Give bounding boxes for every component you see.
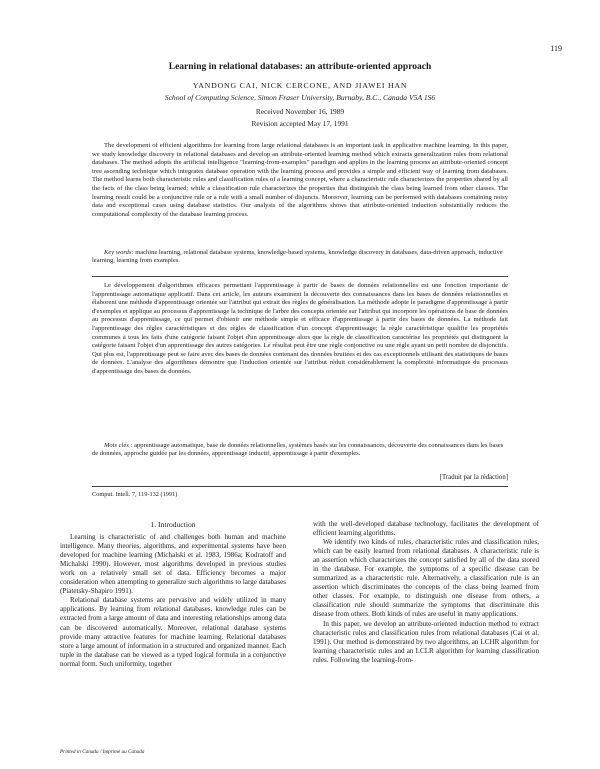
left-column [60, 520, 286, 669]
mots-cles-label: Mots clés : [104, 442, 133, 449]
journal-citation: Comput. Intell. 7, 119-132 (1991) [92, 491, 178, 498]
body-paragraph: Learning is characteristic of and challenges both human and machine intelligence. Many theories, algorithms, and experimental systems have been developed for machine learning (Michalski et al. 1983, 1986a; Kodratoff and Michalski 1990). However, most algorithms developed in previous studies work on a relatively small set of data. Efficiency becomes a major consideration when attempting to generalize such algorithms to large databases (Piatetsky-Shapiro 1991). [60, 533, 286, 596]
received-date: Received November 16, 1989 [255, 107, 345, 116]
section-heading: 1. Introduction [150, 520, 196, 529]
body-paragraph: We identify two kinds of rules, characteristic rules and classification rules, which can be easily learned from relational databases. A characteristic rule is an assertion which characterizes the concept satisfied by all of the data stored in the database. For example, the symptoms of a specific disease can be summarized as a characteristic rule. Alternatively, a classification rule is an assertion which discriminates the concepts of the class being learned from other classes. For example, to distinguish one disease from others, a classification rule should summarize the symptoms that discriminate this disease from others. Both kinds of rules are useful in many applications. [313, 538, 539, 619]
divider-bottom [92, 486, 508, 487]
mots-cles [92, 442, 508, 459]
printed-in-canada: Printed in Canada / Imprimé au Canada [60, 749, 145, 755]
mots-cles-text: apprentissage automatique, base de données relationnelles, systèmes basés sur les connaissances, découverte des connaissances dans les bases de données, approche guidée par les données, apprentissage inductif, apprentissage à partir d'exemples. [92, 442, 504, 458]
body-paragraph: In this paper, we develop an attribute-oriented induction method to extract characteristic rules and classification rules from relational databases (Cai et al. 1991). Our method is demonstrated by two algorithms, an LCHR algorithm for learning characteristic rules and an LCLR algorithm for learning classification rules. Following the learning-from- [313, 619, 539, 664]
body-paragraph: Relational database systems are pervasive and widely utilized in many applications. By learning from relational databases, knowledge rules can be extracted from a large amount of data and interesting relationships among data can be discovered automatically. Moreover, relational database systems provide many attractive features for machine learning. Relational databases store a large amount of information in a structured and organized manner. Each tuple in the database can be viewed as a typed logical formula in a conjunctive normal form. Such uniformity, together [60, 596, 286, 668]
page-number: 119 [550, 44, 562, 53]
paper-title: Learning in relational databases: an attribute-oriented approach [168, 62, 432, 72]
author-list: YANDONG CAI, NICK CERCONE, AND JIAWEI HAN [192, 81, 408, 90]
keywords [92, 249, 508, 266]
dates-block [0, 106, 600, 130]
resume-francais: Le développement d'algorithmes efficaces permettant l'apprentissage à partir de bases de données relationnelles est une fonction importante de l'apprentissage automatique applicatif. Dans cet article, les auteurs examinent la découverte des connaissances dans les bases de données relationnelles et élaborent une méthode d'apprentissage orientée sur l'attribut qui extrait des règles de généralisation. La méthode adopte le paradigme d'apprentissage à partir d'exemples et applique au processus d'apprentissage la technique de l'arbre des concepts orientée sur l'attribut qui incorpore les opérations de base de données au processus d'apprentissage, ce qui permet d'obtenir une méthode simple et efficace d'apprentissage à partir des bases de données. La méthode fait l'apprentissage des règles caractéristiques et des règles de classification d'un concept d'apprentissage; la règle caractéristique qualifie les propriétés communes à tous les faits d'une catégorie faisant l'objet d'un apprentissage alors que la règle de classification caractérise les propriétés qui distinguent la catégorie faisant l'objet d'un apprentissage des autres catégories. Le résultat peut être une règle conjonctive ou une règle ayant un petit nombre de disjonctifs. Qui plus est, l'apprentissage peut se faire avec des bases de données contenant des données bruitées et des cas exceptionnels utilisant des statistiques de bases de données. L'analyse des algorithmes démontre que l'induction orientée sur l'attribut réduit considérablement la complexité informatique du processus d'apprentissage des bases de données. [92, 282, 508, 375]
abstract: The development of efficient algorithms for learning from large relational databases is an important task in applicative machine learning. In this paper, we study knowledge discovery in relational databases and develop an attribute-oriented learning method which extracts generalization rules from relational databases. The method adopts the artificial intelligence "learning-from-examples" paradigm and applies in the learning process an attribute-oriented concept tree ascending technique which integrates database operation with the learning process and provides a simple and efficient way of learning from databases. The method learns both characteristic rules and classification rules of a learning concept, where a characteristic rule characterizes the properties shared by all the facts of the class being learned; while a classification rule characterizes the properties that distinguish the class being learned from other classes. The learning result could be a conjunctive rule or a rule with a small number of disjuncts. Moreover, learning can be performed with databases containing noisy data and exceptional cases using database statistics. Our analysis of the algorithms shows that attribute-oriented induction substantially reduces the computational complexity of the database learning process. [92, 142, 508, 218]
keywords-label: Key words: [104, 249, 134, 256]
divider-top [92, 276, 508, 277]
translator-note: [Traduit par la rédaction] [439, 474, 508, 481]
affiliation: School of Computing Science, Simon Fraser University, Burnaby, B.C., Canada V5A 1S6 [164, 93, 436, 102]
right-column [313, 520, 539, 665]
keywords-text: machine learning, relational database systems, knowledge-based systems, knowledge discovery in databases, data-driven approach, inductive learning, learning from examples. [92, 249, 503, 265]
body-paragraph: with the well-developed database technology, facilitates the development of efficient learning algorithms. [313, 520, 539, 538]
revision-date: Revision accepted May 17, 1991 [251, 119, 349, 128]
